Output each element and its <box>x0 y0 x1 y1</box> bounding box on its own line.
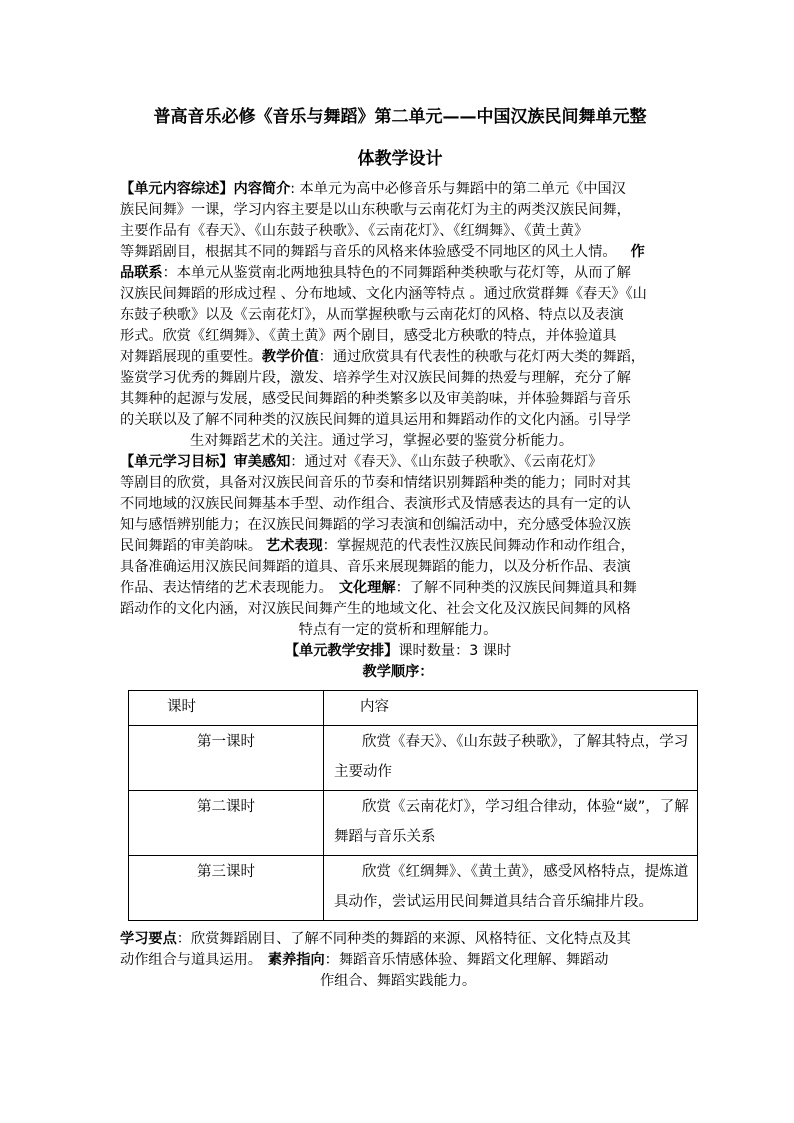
overview-line <box>120 347 645 367</box>
overview-line <box>120 263 631 283</box>
table-row <box>129 856 698 921</box>
overview-line: 鉴赏学习优秀的舞剧片段，激发、培养学生对汉族民间舞的热爱与理解，充分了解 <box>120 370 631 386</box>
goals-text: ：掌握规范的代表性汉族民间舞动作和动作组合， <box>322 538 635 554</box>
arrangement-line <box>120 641 676 661</box>
content-cell <box>324 726 698 791</box>
art-expression-heading: 艺术表现 <box>265 538 323 554</box>
overview-line: 东鼓子秧歌》以及《云南花灯》，从而掌握秧歌与云南花灯的风格、特点以及表演 <box>120 307 624 323</box>
lesson-table <box>128 690 698 921</box>
content-text: 欣赏《红绸舞》、《黄土黄》，感受风格特点，提炼道具动作，尝试运用民间舞道具结合音乐编排片段。 <box>334 864 689 910</box>
goals-line: 知与感悟辨别能力；在汉族民间舞蹈的学习表演和创编活动中，充分感受体验汉族 <box>120 517 631 533</box>
keypoints-line: 作组合、舞蹈实践能力。 <box>319 973 477 989</box>
goals-line: 特点有一定的赏析和理解能力。 <box>298 622 498 638</box>
overview-line: 生对舞蹈艺术的关注。通过学习，掌握必要的鉴赏分析能力。 <box>190 433 574 449</box>
goals-line: 具备准确运用汉族民间舞蹈的道具、音乐来展现舞蹈的能力，以及分析作品、表演 <box>120 559 631 575</box>
overview-heading: 【单元内容综述】内容简介 <box>120 181 291 197</box>
keypoints-text: 动作组合与道具运用。 <box>120 952 262 968</box>
content-text: 欣赏《春天》、《山东鼓子秧歌》，了解其特点，学习主要动作 <box>334 734 689 780</box>
culture-heading: 文化理解 <box>338 580 396 596</box>
document-title-line2: 体教学设计 <box>357 149 443 169</box>
overview-line: 族民间舞》一课，学习内容主要是以山东秧歌与云南花灯为主的两类汉族民间舞， <box>120 202 631 218</box>
literacy-heading: 素养指向 <box>267 952 325 968</box>
document-title-line1: 普高音乐必修《音乐与舞蹈》第二单元——中国汉族民间舞单元整 <box>153 107 647 127</box>
overview-line <box>120 179 626 199</box>
works-heading: 品联系 <box>120 265 163 281</box>
goals-text: ：通过对《春天》、《山东鼓子秧歌》、《云南花灯》 <box>290 454 603 470</box>
goals-text: ：了解不同种类的汉族民间舞道具和舞 <box>395 580 637 596</box>
overview-text: ：本单元从鉴赏南北两地独具特色的不同舞蹈种类秧歌与花灯等，从而了解 <box>162 265 631 281</box>
overview-text: 等舞蹈剧目，根据其不同的舞蹈与音乐的风格来体验感受不同地区的风土人情。 <box>120 244 617 260</box>
table-row <box>129 726 698 791</box>
content-cell <box>324 856 698 921</box>
goals-line <box>120 536 635 556</box>
arrangement-heading: 【单元教学安排】 <box>284 643 399 659</box>
arrangement-value: 课时数量：3 课时 <box>398 643 512 659</box>
content-text: 欣赏《云南花灯》，学习组合律动，体验“崴”，了解舞蹈与音乐关系 <box>334 799 689 845</box>
table-header-cell: 课时 <box>129 691 324 726</box>
overview-text: ：通过欣赏具有代表性的秧歌与花灯两大类的舞蹈， <box>318 349 645 365</box>
keypoints-text: ：欣赏舞蹈剧目、了解不同种类的舞蹈的来源、风格特征、文化特点及其 <box>176 931 631 947</box>
teaching-order-label: 教学顺序： <box>362 664 434 680</box>
content-cell <box>324 791 698 856</box>
works-heading: 作 <box>630 244 645 260</box>
keypoints-line <box>120 929 631 949</box>
overview-line: 的关联以及了解不同种类的汉族民间舞的道具运用和舞蹈动作的文化内涵。引导学 <box>120 412 631 428</box>
goals-line <box>120 578 637 598</box>
goals-line: 等剧目的欣赏，具备对汉族民间音乐的节奏和情绪识别舞蹈种类的能力；同时对其 <box>120 475 631 491</box>
lesson-cell: 第三课时 <box>129 856 324 921</box>
table-header-cell: 内容 <box>324 691 698 726</box>
overview-line: 主要作品有《春天》、《山东鼓子秧歌》、《云南花灯》、《红绸舞》、《黄土黄》 <box>120 223 589 239</box>
lesson-cell: 第二课时 <box>129 791 324 856</box>
lesson-cell: 第一课时 <box>129 726 324 791</box>
overview-line <box>120 242 645 262</box>
overview-text: : 本单元为高中必修音乐与舞蹈中的第二单元《中国汉 <box>290 181 626 197</box>
goals-line <box>120 452 602 472</box>
goals-line: 蹈动作的文化内涵，对汉族民间舞产生的地域文化、社会文化及汉族民间舞的风格 <box>120 601 631 617</box>
overview-line: 其舞种的起源与发展，感受民间舞蹈的种类繁多以及审美韵味，并体验舞蹈与音乐 <box>120 391 631 407</box>
teaching-value-heading: 教学价值 <box>261 349 319 365</box>
overview-line: 形式。欣赏《红绸舞》、《黄土黄》两个剧目，感受北方秧歌的特点，并体验道具 <box>120 328 617 344</box>
overview-line: 汉族民间舞蹈的形成过程 、分布地域、文化内涵等特点 。通过欣赏群舞《春天》《山 <box>120 286 647 302</box>
overview-text: 对舞蹈展现的重要性。 <box>120 349 262 365</box>
goals-line: 不同地域的汉族民间舞基本手型、动作组合、表演形式及情感表达的具有一定的认 <box>120 496 631 512</box>
goals-text: 民间舞蹈的审美韵味。 <box>120 538 262 554</box>
goals-text: 作品、表达情绪的艺术表现能力。 <box>120 580 333 596</box>
table-header-row <box>129 691 698 726</box>
table-row <box>129 791 698 856</box>
goals-heading: 【单元学习目标】审美感知 <box>120 454 291 470</box>
keypoints-heading: 学习要点 <box>120 931 177 947</box>
keypoints-text: ：舞蹈音乐情感体验、舞蹈文化理解、舞蹈动 <box>324 952 609 968</box>
keypoints-line <box>120 950 608 970</box>
